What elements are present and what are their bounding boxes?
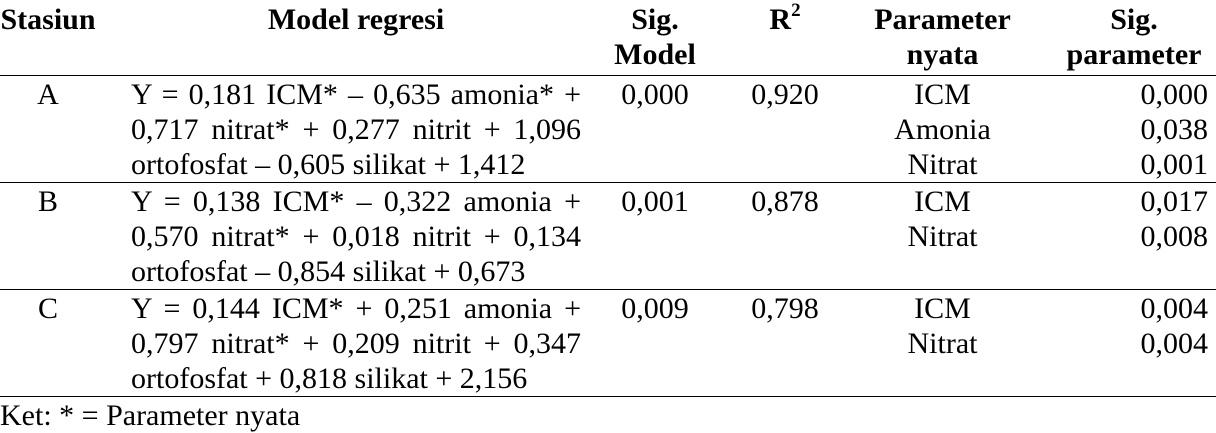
header-sig-parameter — [1030, 0, 1216, 76]
sig-parameter-item: 0,001 — [1140, 148, 1208, 181]
header-stasiun — [0, 0, 114, 76]
model-line: ortofosfat – 0,605 silikat + 1,412 — [131, 148, 526, 181]
header-parameter-nyata-line-2: nyata — [906, 38, 979, 71]
header-model-label: Model regresi — [267, 3, 445, 36]
cell-model-regresi — [114, 290, 595, 397]
model-line: ortofosfat + 0,818 silikat + 2,156 — [131, 362, 528, 395]
model-line: 0,717 nitrat* + 0,277 nitrit + 1,096 — [131, 113, 581, 146]
cell-sig-model: 0,000 — [621, 78, 689, 111]
model-line: Y = 0,181 ICM* – 0,635 amonia* + — [131, 78, 581, 111]
model-line: 0,797 nitrat* + 0,209 nitrit + 0,347 — [131, 327, 581, 360]
parameter-item: ICM — [914, 78, 971, 111]
model-line: Y = 0,138 ICM* – 0,322 amonia + — [131, 185, 581, 218]
header-parameter-nyata — [855, 0, 1030, 76]
cell-parameter-nyata — [855, 76, 1030, 183]
cell-r-squared: 0,920 — [751, 78, 819, 111]
table-header — [0, 0, 1216, 76]
table-body — [0, 76, 1216, 397]
model-line: Y = 0,144 ICM* + 0,251 amonia + — [131, 292, 581, 325]
sig-parameter-item: 0,038 — [1140, 113, 1208, 146]
header-sig-model-line-1: Sig. — [631, 3, 679, 36]
cell-sig-parameter — [1030, 290, 1216, 397]
header-sig-parameter-line-1: Sig. — [1110, 3, 1158, 36]
cell-r-squared: 0,878 — [751, 185, 819, 218]
sig-parameter-item: 0,017 — [1140, 185, 1208, 218]
sig-parameter-item: 0,000 — [1140, 78, 1208, 111]
model-line: 0,570 nitrat* + 0,018 nitrit + 0,134 — [131, 220, 581, 253]
header-row — [0, 0, 1216, 76]
sig-parameter-item: 0,004 — [1140, 327, 1208, 360]
cell-stasiun: C — [37, 292, 58, 325]
table-row — [0, 183, 1216, 290]
header-sig-model — [595, 0, 715, 76]
cell-sig-model: 0,009 — [621, 292, 689, 325]
cell-stasiun: B — [37, 185, 58, 218]
table-row — [0, 76, 1216, 183]
parameter-item: Amonia — [894, 113, 991, 146]
header-sig-model-line-2: Model — [614, 38, 696, 71]
header-stasiun-label: Stasiun — [0, 3, 96, 36]
header-parameter-nyata-line-1: Parameter — [874, 3, 1011, 36]
header-sig-parameter-line-2: parameter — [1066, 38, 1202, 71]
cell-sig-parameter — [1030, 76, 1216, 183]
table-row — [0, 290, 1216, 397]
cell-model-regresi — [114, 183, 595, 290]
cell-model-regresi — [114, 76, 595, 183]
header-r-superscript: 2 — [791, 0, 801, 21]
model-line: ortofosfat – 0,854 silikat + 0,673 — [131, 255, 526, 288]
cell-parameter-nyata — [855, 290, 1030, 397]
table-footnote: Ket: * = Parameter nyata — [0, 399, 301, 432]
cell-stasiun: A — [37, 78, 59, 111]
parameter-item: ICM — [914, 185, 971, 218]
parameter-item: Nitrat — [907, 327, 978, 360]
cell-sig-model: 0,001 — [621, 185, 689, 218]
header-model-regresi — [114, 0, 595, 76]
header-r-label: R — [769, 3, 792, 36]
parameter-item: Nitrat — [907, 220, 978, 253]
parameter-item: Nitrat — [907, 148, 978, 181]
cell-sig-parameter — [1030, 183, 1216, 290]
sig-parameter-item: 0,008 — [1140, 220, 1208, 253]
cell-parameter-nyata — [855, 183, 1030, 290]
sig-parameter-item: 0,004 — [1140, 292, 1208, 325]
cell-r-squared: 0,798 — [751, 292, 819, 325]
parameter-item: ICM — [914, 292, 971, 325]
header-r-squared — [715, 0, 855, 76]
